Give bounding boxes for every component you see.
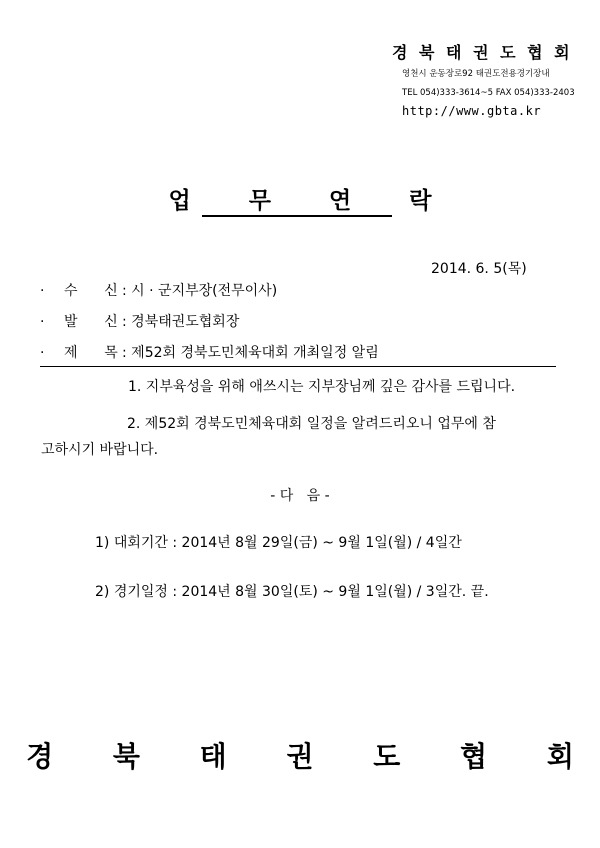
header-tel-fax: TEL 054)333-3614~5 FAX 054)333-2403 <box>402 88 575 98</box>
header-url: http://www.gbta.kr <box>402 104 542 118</box>
footer-org-name: 경 북 태 권 도 협 회 <box>26 740 599 773</box>
body-paragraph-2-line-2: 고하시기 바랍니다. <box>41 442 159 458</box>
dame-heading: - 다 음 - <box>270 488 330 504</box>
document-title: 업 무 연 락 <box>168 188 457 214</box>
header-divider <box>40 366 556 367</box>
field-value: : 시 · 군지부장(전무이사) <box>122 283 278 299</box>
field-value: : 제52회 경북도민체육대회 개최일정 알림 <box>122 345 379 361</box>
body-paragraph-2-line-1: 2. 제52회 경북도민체육대회 일정을 알려드리오니 업무에 참 <box>127 416 496 432</box>
field-label: 수 신 <box>64 283 118 299</box>
field-subject <box>40 342 379 362</box>
document-date: 2014. 6. 5(목) <box>431 261 527 277</box>
field-bullet: · <box>40 314 45 330</box>
header-org-name: 경 북 태 권 도 협 회 <box>392 43 573 62</box>
title-underline <box>202 215 392 217</box>
field-bullet: · <box>40 283 45 299</box>
header-address: 영천시 운동장로92 태권도전용경기장내 <box>402 69 550 79</box>
schedule-item-1: 1) 대회기간 : 2014년 8월 29일(금) ~ 9월 1일(월) / 4일간 <box>95 535 462 551</box>
field-recipient <box>40 280 277 300</box>
field-label: 발 신 <box>64 314 118 330</box>
field-label: 제 목 <box>64 345 118 361</box>
body-paragraph-1: 1. 지부육성을 위해 애쓰시는 지부장님께 깊은 감사를 드립니다. <box>128 379 516 395</box>
field-bullet: · <box>40 345 45 361</box>
schedule-item-2: 2) 경기일정 : 2014년 8월 30일(토) ~ 9월 1일(월) / 3일간. 끝. <box>95 584 489 600</box>
field-value: : 경북태권도협회장 <box>122 314 240 330</box>
field-sender <box>40 311 239 331</box>
